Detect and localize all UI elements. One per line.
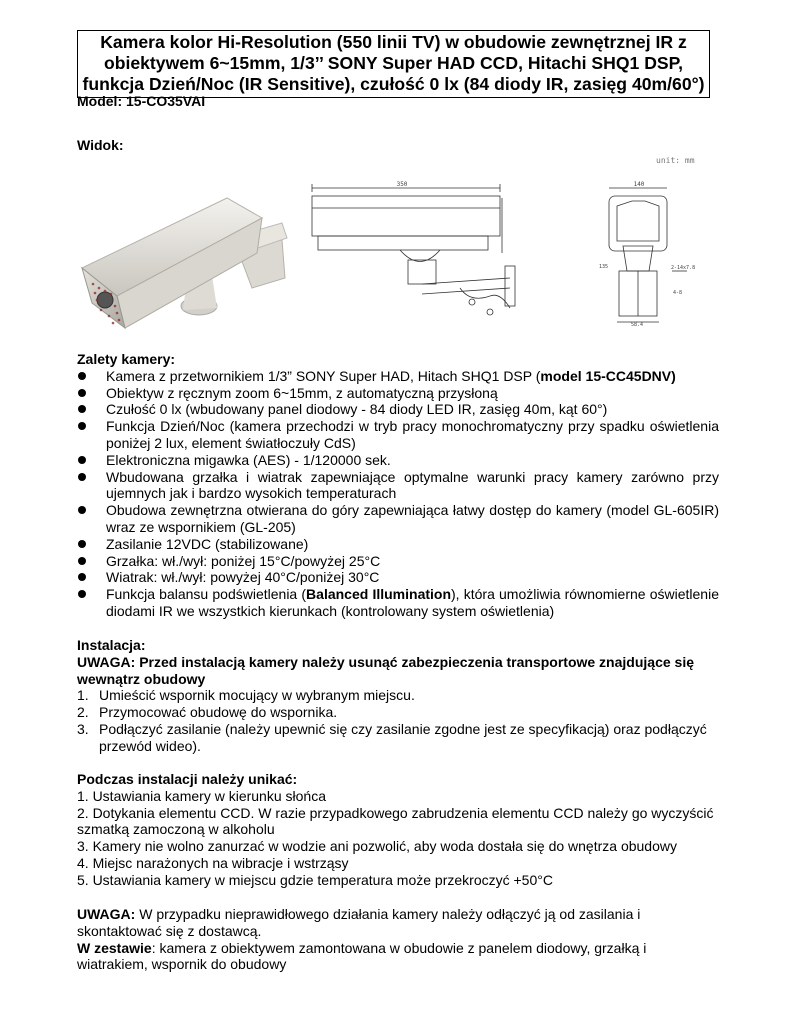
bullet-icon [78,473,86,481]
avoid-heading: Podczas instalacji należy unikać: [77,771,298,787]
notes-section [77,906,719,973]
step-text: Podłączyć zasilanie (należy upewnić się czy zasilanie zgodne jest ze specyfikacją) oraz podłączyć przewód wideo). [99,720,707,754]
feature-item [77,401,719,418]
dim-c: 58.4 [631,322,644,326]
side-view-drawing [300,178,520,328]
view-heading: Widok: [77,137,124,153]
bullet-icon [78,540,86,548]
dim-b: 2-14x7.8 [671,265,696,271]
bullet-icon [78,557,86,565]
installation-step [77,721,719,755]
feature-item [77,536,719,553]
installation-step [77,704,719,721]
dim-d: 4-8 [673,290,683,296]
feature-item [77,418,719,452]
feature-item [77,385,719,402]
avoid-list [77,788,719,889]
bullet-icon [78,389,86,397]
feature-bold-text: Balanced Illumination [306,586,452,603]
feature-bold-text: model 15-CC45DNV) [540,367,676,384]
avoid-item: 4. Miejsc narażonych na wibracje i wstrząsy [77,854,349,871]
installation-step [77,687,719,704]
feature-text: Kamera z przetwornikiem 1/3” SONY Super HAD, Hitach SHQ1 DSP ( [106,367,541,384]
feature-item [77,368,719,385]
features-list [77,368,719,620]
avoid-item: 3. Kamery nie wolno zanurzać w wodzie ani pozwolić, aby woda dostała się do wnętrza obudowy [77,838,677,855]
avoid-item: 2. Dotykania elementu CCD. W razie przypadkowego zabrudzenia elementu CCD należy go wyczyścić szmatką zamoczoną w alkoholu [77,804,714,838]
camera-photo [77,178,292,333]
bullet-icon [78,456,86,464]
installation-section [77,637,719,755]
feature-text: Obiektyw z ręcznym zoom 6~15mm, z automatyczną przysłoną [106,384,498,401]
feature-text-tail: ), która umożliwia równomierne oświetlenie diodami IR we wszystkich kierunkach (kontrolowany system oświetlenia) [106,586,719,619]
feature-item [77,553,719,570]
step-number: 3. [77,720,89,737]
dim-a: 135 [599,264,609,270]
feature-item [77,469,719,503]
warning-label: UWAGA: [77,906,136,922]
feature-item [77,586,719,620]
dim-width: 140 [633,181,645,188]
avoid-section [77,771,719,889]
installation-steps [77,687,719,754]
feature-text: Funkcja balansu podświetlenia ( [106,586,307,603]
feature-item [77,452,719,469]
warning-text: W przypadku nieprawidłowego działania kamery należy odłączyć ją od zasilania i skontaktować się z dostawcą. [77,906,641,939]
feature-text: Wiatrak: wł./wył: powyżej 40°C/poniżej 30°C [106,569,380,586]
feature-text: Grzałka: wł./wył: poniżej 15°C/powyżej 25°C [106,552,381,569]
bullet-icon [78,506,86,514]
bullet-icon [78,372,86,380]
step-text: Umieścić wspornik mocujący w wybranym miejscu. [99,687,415,704]
step-number: 2. [77,704,89,721]
feature-item [77,569,719,586]
feature-text: Wbudowana grzałka i wiatrak zapewniające optymalne warunki pracy kamery zarówno przy ujemnych jak i bardzo wysokich temperaturach [106,468,719,502]
feature-text: Czułość 0 lx (wbudowany panel diodowy - 84 diody LED IR, zasięg 40m, kąt 60°) [106,401,608,418]
avoid-item: 5. Ustawiania kamery w miejscu gdzie temperatura może przekroczyć +50°C [77,871,553,888]
drawing-unit-label: unit: mm [656,156,695,165]
bullet-icon [78,590,86,598]
front-view-drawing [597,176,707,326]
feature-text: Obudowa zewnętrzna otwierana do góry zapewniająca łatwy dostęp do kamery (model GL-605IR) wraz ze wspornikiem (GL-205) [106,502,719,535]
warning-note [77,906,719,940]
bullet-icon [78,405,86,413]
feature-item [77,502,719,536]
dim-length: 350 [396,181,408,188]
installation-heading: Instalacja: [77,637,146,653]
bullet-icon [78,573,86,581]
feature-text: Funkcja Dzień/Noc (kamera przechodzi w tryb pracy monochromatyczny przy spadku oświetlenia poniżej 2 lux, element światłoczuły CdS) [106,418,719,451]
package-contents [77,940,719,974]
package-text: : kamera z obiektywem zamontowana w obudowie z panelem diodowy, grzałką i wiatrakiem, wspornik do obudowy [77,939,647,973]
step-text: Przymocować obudowę do wspornika. [99,704,338,721]
model-label: Model: 15-CO35VAI [77,93,206,109]
feature-text: Zasilanie 12VDC (stabilizowane) [106,535,309,552]
step-number: 1. [77,687,89,704]
avoid-item: 1. Ustawiania kamery w kierunku słońca [77,787,326,804]
bullet-icon [78,422,86,430]
installation-warning: UWAGA: Przed instalacją kamery należy usunąć zabezpieczenia transportowe znajdujące się wewnątrz obudowy [77,653,694,687]
features-section [77,351,719,620]
features-heading: Zalety kamery: [77,351,176,367]
feature-text: Elektroniczna migawka (AES) - 1/120000 sek. [106,451,391,468]
document-title: Kamera kolor Hi-Resolution (550 linii TV) w obudowie zewnętrznej IR z obiektywem 6~15mm, 1/3’’ SONY Super HAD CCD, Hitachi SHQ1 DSP, funkcja Dzień/Noc (IR Sensitive), czułość 0 lx (84 diody IR, zasięg 40m/60°) [77,30,710,98]
package-label: W zestawie [77,939,152,956]
